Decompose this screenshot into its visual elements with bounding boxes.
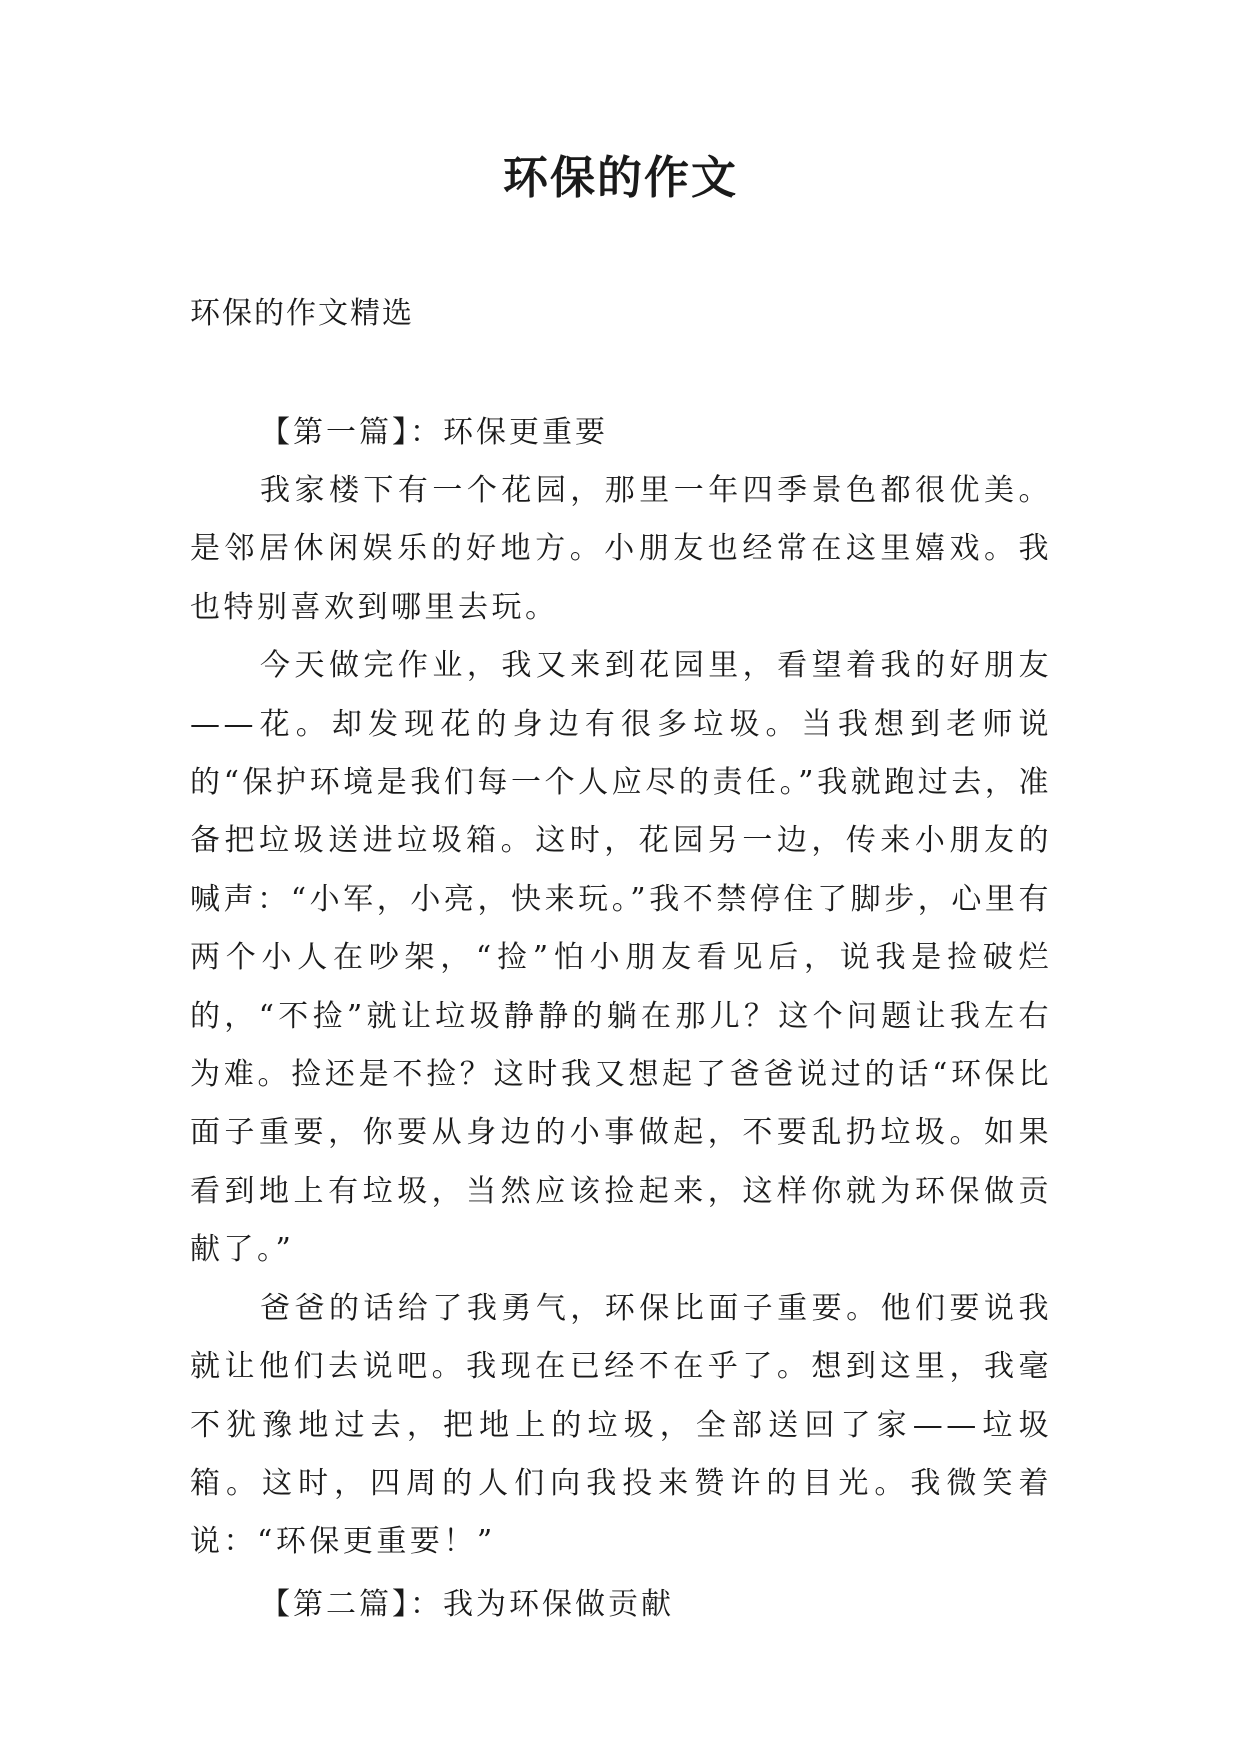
paragraph-2: 今天做完作业，我又来到花园里，看望着我的好朋友——花。却发现花的身边有很多垃圾。当我想到老师说的“保护环境是我们每一个人应尽的责任。”我就跑过去，准备把垃圾送进垃圾箱。这时，花园另一边，传来小朋友的喊声：“小军，小亮，快来玩。”我不禁停住了脚步，心里有两个小人在吵架，“捡”怕小朋友看见后，说我是捡破烂的，“不捡”就让垃圾静静的躺在那儿？这个问题让我左右为难。捡还是不捡？这时我又想起了爸爸说过的话“环保比面子重要，你要从身边的小事做起，不要乱扔垃圾。如果看到地上有垃圾，当然应该捡起来，这样你就为环保做贡献了。” (190, 648, 1052, 1268)
document-title: 环保的作文 (502, 151, 738, 204)
section-heading-2: 【第二篇】：我为环保做贡献 (260, 1586, 674, 1622)
document-body (190, 404, 1052, 1634)
section-heading-1: 【第一篇】：环保更重要 (260, 415, 608, 450)
paragraph-3: 爸爸的话给了我勇气，环保比面子重要。他们要说我就让他们去说吧。我现在已经不在乎了。想到这里，我毫不犹豫地过去，把地上的垃圾，全部送回了家——垃圾箱。这时，四周的人们向我投来赞许的目光。我微笑着说：“环保更重要！” (190, 1290, 1052, 1560)
document-subtitle: 环保的作文精选 (190, 296, 414, 331)
paragraph-1: 我家楼下有一个花园，那里一年四季景色都很优美。是邻居休闲娱乐的好地方。小朋友也经常在这里嬉戏。我也特别喜欢到哪里去玩。 (190, 473, 1052, 625)
